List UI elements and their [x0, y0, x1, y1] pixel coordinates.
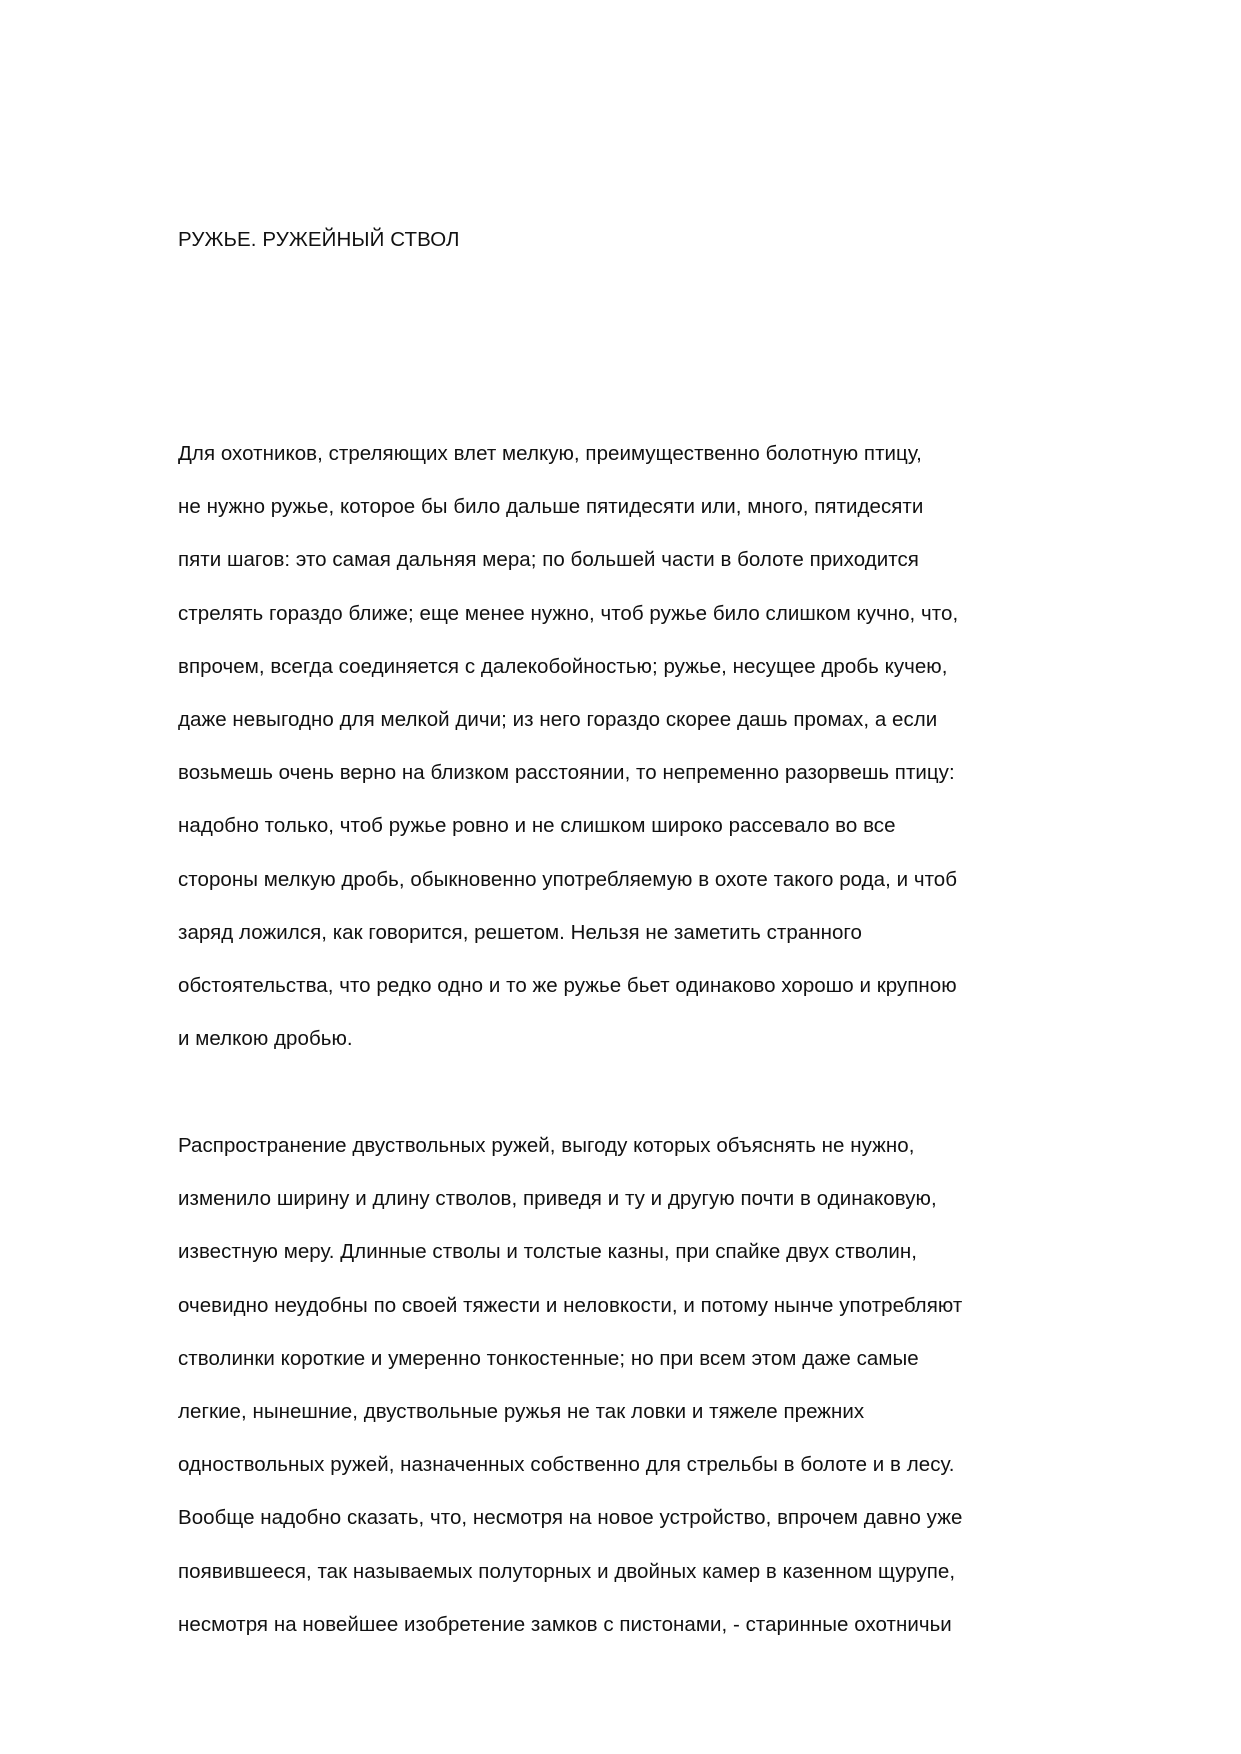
- text-line: даже невыгодно для мелкой дичи; из него гораздо скорее дашь промах, а если: [178, 707, 938, 731]
- text-line: Вообще надобно сказать, что, несмотря на новое устройство, впрочем давно уже: [178, 1506, 963, 1530]
- text-line: одноствольных ружей, назначенных собственно для стрельбы в болоте и в лесу.: [178, 1453, 955, 1477]
- text-line: стороны мелкую дробь, обыкновенно употребляемую в охоте такого рода, и чтоб: [178, 867, 958, 891]
- text-line: изменило ширину и длину стволов, приведя и ту и другую почти в одинаковую,: [178, 1187, 937, 1211]
- text-line: стрелять гораздо ближе; еще менее нужно, чтоб ружье било слишком кучно, что,: [178, 601, 959, 625]
- text-line: несмотря на новейшее изобретение замков с пистонами, - старинные охотничьи: [178, 1612, 952, 1636]
- text-line: Для охотников, стреляющих влет мелкую, преимущественно болотную птицу,: [178, 442, 922, 465]
- text-line: очевидно неудобны по своей тяжести и неловкости, и потому нынче употребляют: [178, 1293, 963, 1317]
- text-line: стволинки короткие и умеренно тонкостенные; но при всем этом даже самые: [178, 1346, 919, 1370]
- text-line: надобно только, чтоб ружье ровно и не слишком широко рассевало во все: [178, 814, 896, 838]
- text-line: легкие, нынешние, двуствольные ружья не так ловки и тяжеле прежних: [178, 1399, 865, 1423]
- text-line: обстоятельства, что редко одно и то же ружье бьет одинаково хорошо и крупною: [178, 973, 957, 997]
- text-line: Распространение двуствольных ружей, выгоду которых объяснять не нужно,: [178, 1134, 915, 1157]
- document-title: РУЖЬЕ. РУЖЕЙНЫЙ СТВОЛ: [178, 228, 460, 251]
- text-line: появившееся, так называемых полуторных и двойных камер в казенном щурупе,: [178, 1559, 956, 1583]
- text-line: пяти шагов: это самая дальняя мера; по большей части в болоте приходится: [178, 548, 919, 572]
- text-line: возьмешь очень верно на близком расстоянии, то непременно разорвешь птицу:: [178, 761, 955, 785]
- text-line: впрочем, всегда соединяется с далекобойностью; ружье, несущее дробь кучею,: [178, 654, 948, 678]
- text-line: и мелкою дробью.: [178, 1027, 353, 1051]
- text-line: не нужно ружье, которое бы било дальше пятидесяти или, много, пятидесяти: [178, 495, 924, 519]
- text-line: заряд ложился, как говорится, решетом. Нельзя не заметить странного: [178, 920, 862, 944]
- paragraph: [178, 1132, 962, 1664]
- paragraph: [178, 440, 958, 1078]
- text-line: известную меру. Длинные стволы и толстые казны, при спайке двух стволин,: [178, 1240, 918, 1264]
